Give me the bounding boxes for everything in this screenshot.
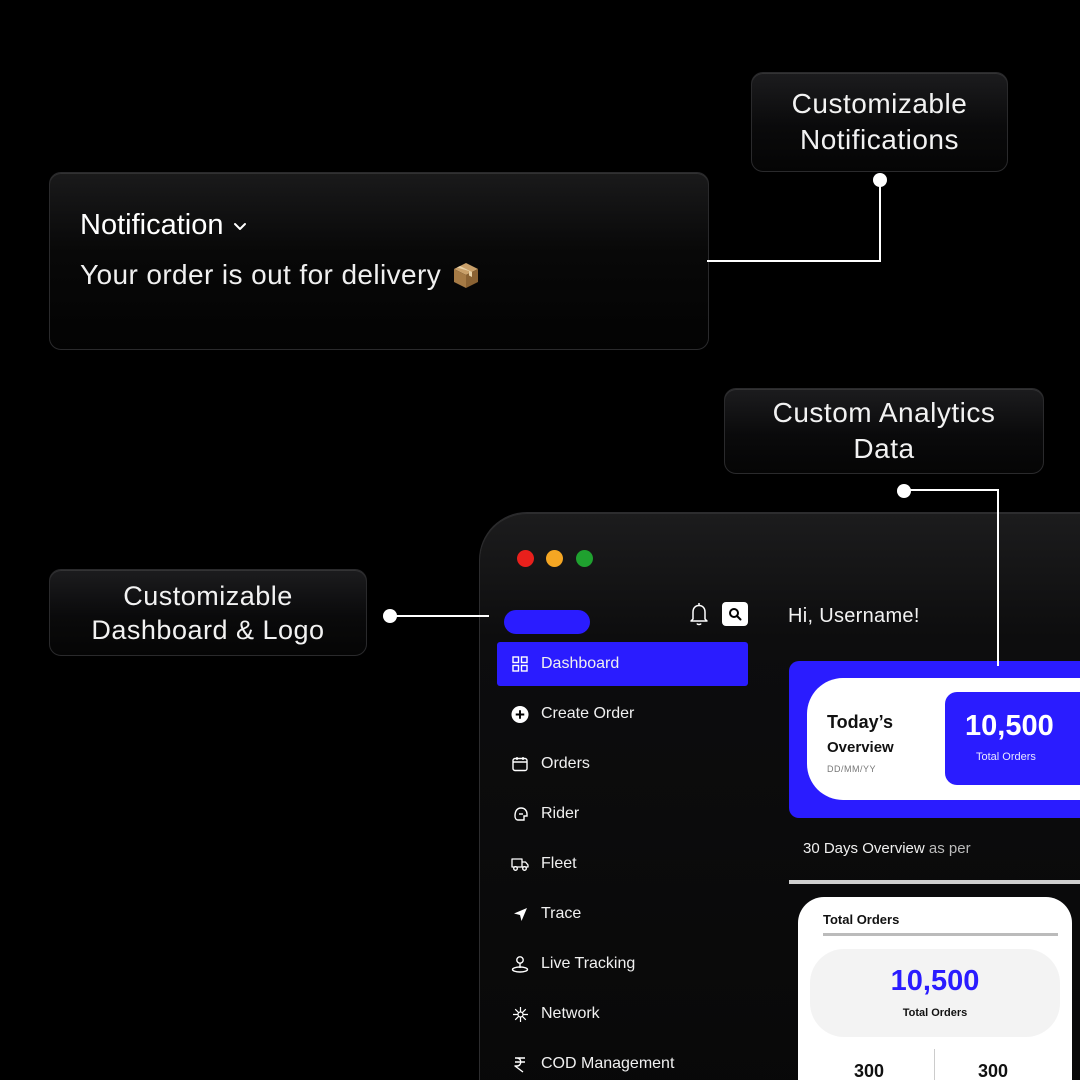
total-orders-value: 10,500 [965, 710, 1054, 742]
map-pin-icon [511, 955, 529, 973]
sidebar-item-label: COD Management [541, 1055, 675, 1072]
orders-card-summary [810, 949, 1060, 1037]
overview-subtitle: Overview [827, 739, 894, 756]
orders-card-value: 10,500 [890, 965, 980, 997]
stat-divider [934, 1049, 935, 1080]
connector-dot [873, 173, 887, 187]
sidebar-item-trace[interactable] [497, 892, 748, 936]
today-overview-card [807, 678, 1080, 800]
grid-icon [511, 655, 529, 673]
sidebar-item-label: Rider [541, 805, 580, 822]
sidebar-item-label: Create Order [541, 705, 635, 722]
sidebar-item-live-tracking[interactable] [497, 942, 748, 986]
notification-message: Your order is out for delivery [80, 259, 442, 290]
greeting: Hi, Username! [788, 605, 920, 627]
days-overview-heading [803, 840, 971, 857]
orders-card-divider [823, 933, 1058, 936]
total-orders-card[interactable] [798, 897, 1072, 1080]
sidebar-item-label: Network [541, 1005, 600, 1022]
maximize-window-button[interactable] [576, 550, 593, 567]
network-icon [511, 1005, 529, 1023]
sidebar-item-orders[interactable] [497, 742, 748, 786]
overview-title: Today’s [827, 712, 894, 732]
truck-icon [511, 855, 529, 873]
package-icon [451, 260, 481, 290]
search-icon [728, 607, 742, 621]
connector-line [997, 489, 999, 666]
callout-notifications [751, 72, 1008, 172]
sidebar-item-label: Orders [541, 755, 590, 772]
connector-line [707, 260, 881, 262]
sidebar-nav [497, 642, 748, 1080]
callout-analytics-line2: Data [853, 433, 915, 464]
connector-dot [897, 484, 911, 498]
today-overview-panel [789, 661, 1080, 818]
overview-date: DD/MM/YY [827, 764, 876, 774]
chevron-down-icon[interactable] [231, 217, 249, 235]
sidebar-item-network[interactable] [497, 992, 748, 1036]
dashboard-window [479, 512, 1080, 1080]
minimize-window-button[interactable] [546, 550, 563, 567]
sidebar-item-label: Dashboard [541, 655, 620, 672]
stat-value-a: 300 [854, 1061, 885, 1080]
callout-analytics [724, 388, 1044, 474]
days-overview-bold: 30 Days Overview [803, 840, 925, 857]
orders-card-title: Total Orders [823, 912, 900, 927]
sidebar-item-cod-management[interactable] [497, 1042, 748, 1080]
sidebar-item-dashboard[interactable] [497, 642, 748, 686]
rider-icon [511, 805, 529, 823]
callout-dashboard [49, 569, 367, 656]
logo-placeholder[interactable] [504, 610, 590, 634]
callout-dashboard-line2: Dashboard & Logo [91, 614, 325, 645]
notification-card[interactable] [49, 172, 709, 350]
stat-value-b: 300 [978, 1061, 1009, 1080]
callout-notifications-line1: Customizable [791, 88, 968, 119]
divider [789, 880, 1080, 884]
rupee-icon [511, 1055, 529, 1073]
notification-title: Notification [80, 209, 224, 241]
callout-notifications-line2: Notifications [799, 124, 959, 155]
callout-analytics-line1: Custom Analytics [772, 397, 996, 428]
calendar-icon [511, 755, 529, 773]
sidebar-item-label: Fleet [541, 855, 577, 872]
connector-line [879, 180, 881, 262]
plus-circle-icon [511, 705, 529, 723]
sidebar-item-label: Trace [541, 905, 582, 922]
navigation-icon [511, 905, 529, 923]
sidebar-item-create-order[interactable] [497, 692, 748, 736]
connector-line [904, 489, 999, 491]
total-orders-label: Total Orders [976, 751, 1036, 763]
close-window-button[interactable] [517, 550, 534, 567]
notification-header[interactable] [80, 209, 249, 242]
notification-message-row [80, 259, 481, 291]
connector-line [390, 615, 489, 617]
search-button[interactable] [722, 602, 748, 626]
callout-dashboard-line1: Customizable [123, 580, 293, 611]
days-overview-rest: as per [928, 840, 971, 857]
sidebar-item-label: Live Tracking [541, 955, 636, 972]
sidebar-item-fleet[interactable] [497, 842, 748, 886]
bell-icon[interactable] [687, 601, 711, 627]
total-orders-tile[interactable] [945, 692, 1080, 785]
orders-card-label: Total Orders [902, 1007, 968, 1019]
sidebar-item-rider[interactable] [497, 792, 748, 836]
